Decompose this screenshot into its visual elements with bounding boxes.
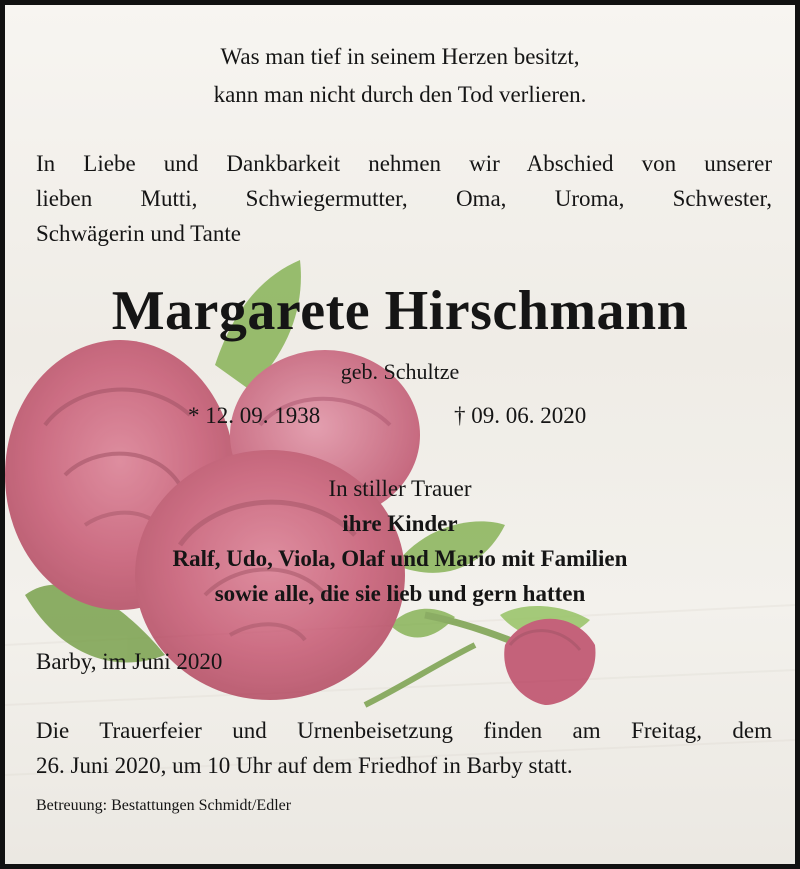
motto-line-1: Was man tief in seinem Herzen besitzt,	[220, 44, 580, 69]
intro-line-2: lieben Mutti, Schwiegermutter, Oma, Uroma, Schwester,	[36, 186, 772, 211]
mourners-names: Ralf, Udo, Viola, Olaf und Mario mit Familien	[172, 546, 628, 571]
intro-line-3: Schwägerin und Tante	[36, 221, 241, 246]
mourners-intro: In stiller Trauer	[328, 476, 472, 501]
intro-line-1: In Liebe und Dankbarkeit nehmen wir Abschied von unserer	[36, 151, 772, 176]
mourners-children: ihre Kinder	[342, 511, 458, 536]
funeral-home-credit: Betreuung: Bestattungen Schmidt/Edler	[36, 797, 292, 814]
motto-line-2: kann man nicht durch den Tod verlieren.	[213, 82, 587, 107]
deceased-name: Margarete Hirschmann	[111, 280, 689, 342]
maiden-name: geb. Schultze	[340, 359, 460, 384]
ceremony-line-1: Die Trauerfeier und Urnenbeisetzung finden am Freitag, dem	[36, 718, 772, 743]
birth-date: * 12. 09. 1938	[188, 403, 321, 428]
mourners-others: sowie alle, die sie lieb und gern hatten	[214, 581, 586, 606]
death-date: † 09. 06. 2020	[454, 403, 587, 428]
ceremony-line-2: 26. Juni 2020, um 10 Uhr auf dem Friedhof in Barby statt.	[36, 753, 573, 778]
place-date: Barby, im Juni 2020	[36, 649, 223, 674]
